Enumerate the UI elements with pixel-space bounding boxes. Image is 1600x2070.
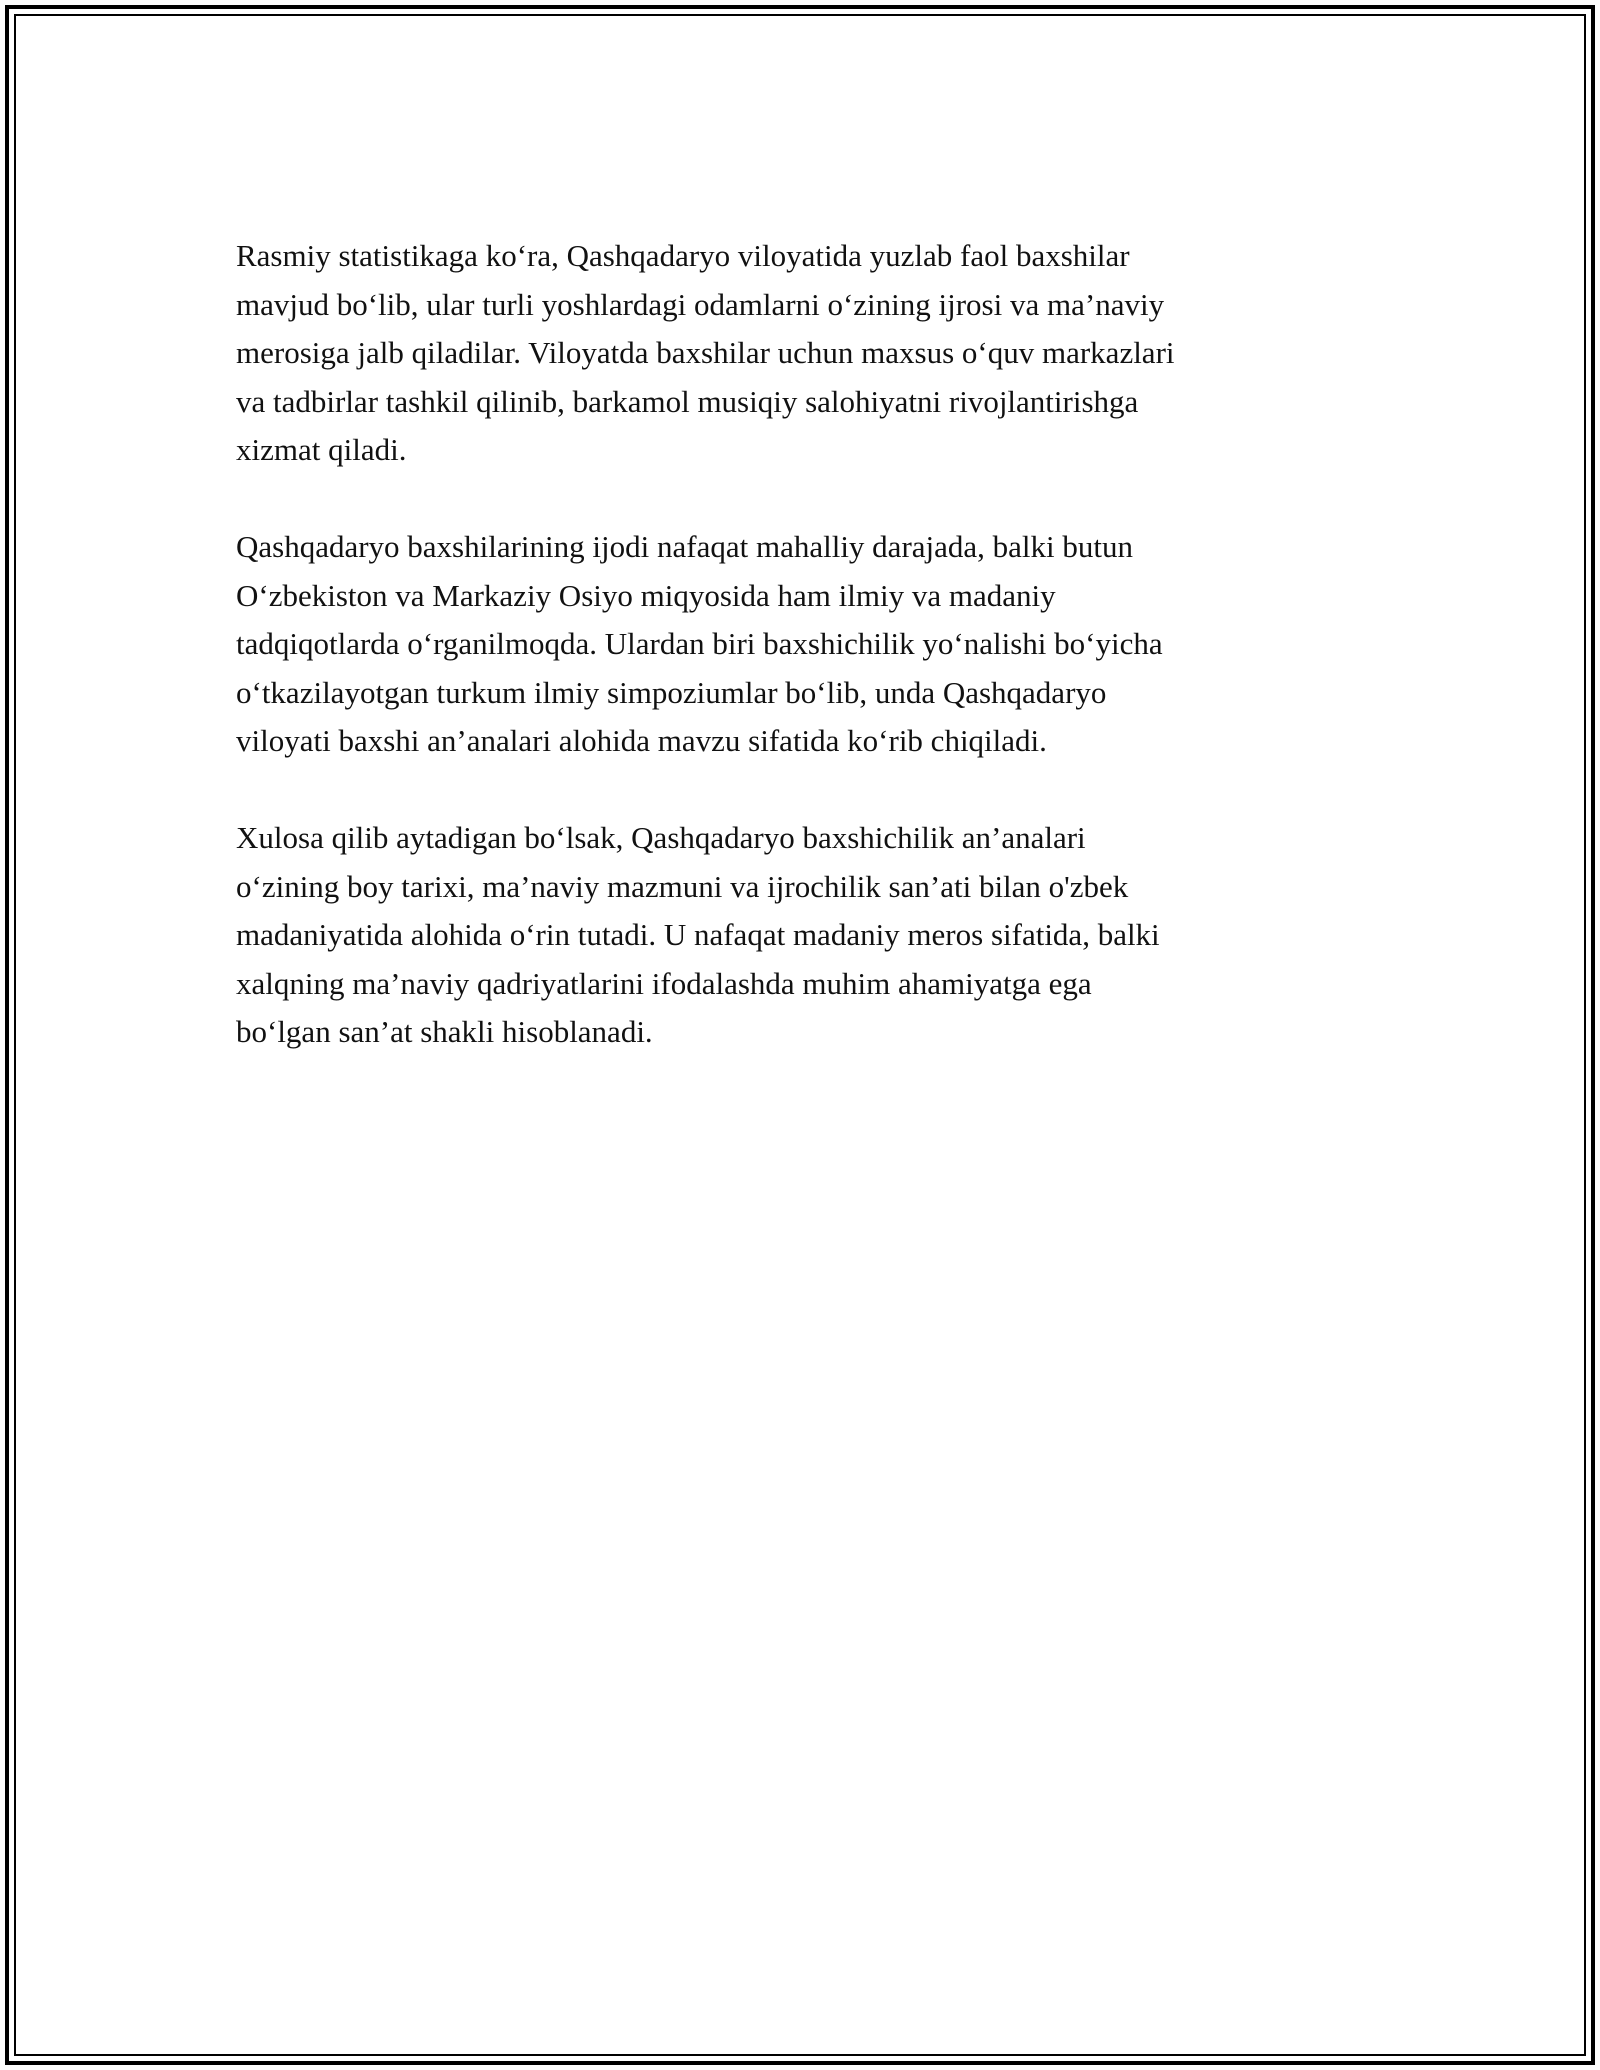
text-line: madaniyatida alohida o‘rin tutadi. U nafaqat madaniy meros sifatida, balki [236,917,1160,952]
text-line: Qashqadaryo baxshilarining ijodi nafaqat mahalliy darajada, balki butun [236,529,1134,564]
text-line: va tadbirlar tashkil qilinib, barkamol musiqiy salohiyatni rivojlantirishga [236,383,1139,419]
text-line: merosiga jalb qiladilar. Viloyatda baxshilar uchun maxsus o‘quv markazlari [236,335,1175,370]
text-line: xalqning ma’naviy qadriyatlarini ifodalashda muhim ahamiyatga ega [236,965,1092,1001]
text-line: bo‘lgan san’at shakli hisoblanadi. [236,1014,653,1049]
text-line: mavjud bo‘lib, ular turli yoshlardagi odamlarni o‘zining ijrosi va ma’naviy [236,286,1165,322]
text-line: Rasmiy statistikaga ko‘ra, Qashqadaryo viloyatida yuzlab faol baxshilar [236,238,1130,273]
paragraph-3 [236,814,1416,1057]
text-line: viloyati baxshi an’analari alohida mavzu sifatida ko‘rib chiqiladi. [236,723,1047,758]
paragraph-1 [236,232,1416,475]
text-line: Xulosa qilib aytadigan bo‘lsak, Qashqadaryo baxshichilik an’analari [236,820,1086,855]
paragraph-2 [236,523,1416,766]
document-body [236,232,1416,1105]
text-line: o‘zining boy tarixi, ma’naviy mazmuni va ijrochilik san’ati bilan o'zbek [236,868,1129,904]
text-line: O‘zbekiston va Markaziy Osiyo miqyosida ham ilmiy va madaniy [236,577,1056,613]
text-line: tadqiqotlarda o‘rganilmoqda. Ulardan biri baxshichilik yo‘nalishi bo‘yicha [236,626,1163,661]
text-line: o‘tkazilayotgan turkum ilmiy simpoziumlar bo‘lib, unda Qashqadaryo [236,674,1107,710]
text-line: xizmat qiladi. [236,432,407,467]
